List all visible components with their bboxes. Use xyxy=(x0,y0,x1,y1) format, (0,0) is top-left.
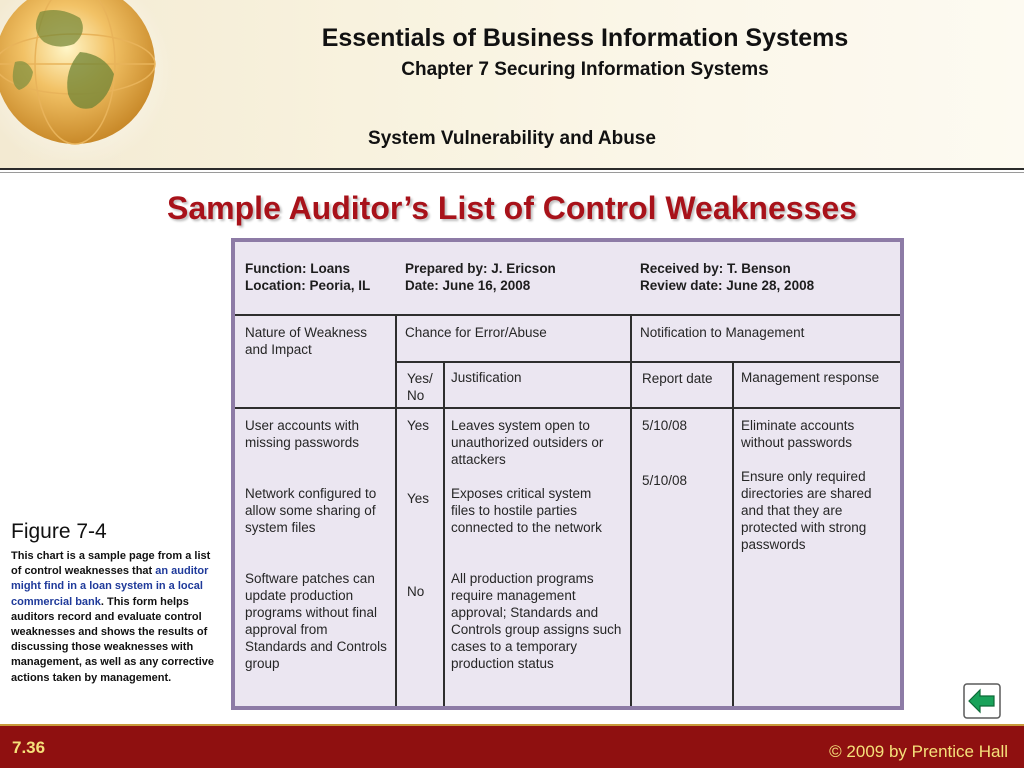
header-management-response: Management response xyxy=(741,370,880,385)
row1-weakness: User accounts with missing passwords xyxy=(245,418,360,450)
caption-text-after: . This form helps auditors record and evaluate control weaknesses and shows the results of discussing those weaknesses with management, as well as any corrective actions taken by management. xyxy=(11,595,214,684)
form-received-by: Received by: T. Benson xyxy=(640,261,791,276)
row1-report-date: 5/10/08 xyxy=(642,418,688,433)
row3-yes-no: No xyxy=(407,584,425,599)
row1-response: Eliminate accounts without passwords xyxy=(741,418,855,450)
form-rule-subheader xyxy=(397,361,900,363)
form-prepared-by: Prepared by: J. Ericson xyxy=(405,261,556,276)
form-col-divider-1 xyxy=(395,314,397,706)
slide-title: Sample Auditor’s List of Control Weaknesses xyxy=(167,190,857,226)
section-title: System Vulnerability and Abuse xyxy=(368,128,656,149)
row3-weakness: Software patches can update production programs without final approval from Standards and Controls group xyxy=(245,571,387,671)
caption-text-highlight: an auditor might find in a loan system in a local commercial bank xyxy=(11,565,209,608)
header-notification: Notification to Management xyxy=(640,325,805,340)
form-rule-header-bottom xyxy=(235,407,900,409)
course-title: Essentials of Business Information Systems xyxy=(321,24,849,52)
header-yes-no: Yes/ No xyxy=(407,371,433,403)
row2-response: Ensure only required directories are shared and that they are protected with strong passwords xyxy=(741,469,872,552)
header-divider xyxy=(0,168,1024,170)
form-date: Date: June 16, 2008 xyxy=(405,278,531,293)
row2-report-date: 5/10/08 xyxy=(642,473,688,488)
form-col-divider-2 xyxy=(443,361,445,706)
back-arrow-icon[interactable] xyxy=(963,683,1001,719)
caption-text-before: This chart is a sample page from a list of control weaknesses that xyxy=(11,550,211,578)
form-rule-top xyxy=(235,314,900,316)
form-col-divider-3 xyxy=(630,314,632,706)
header-chance-for-error: Chance for Error/Abuse xyxy=(405,325,547,340)
figure-label: Figure 7-4 xyxy=(11,520,107,543)
slide-footer xyxy=(0,724,1024,768)
row3-justification: All production programs require management approval; Standards and Controls group assigns such cases to a temporary production status xyxy=(451,571,622,671)
chapter-title: Chapter 7 Securing Information Systems xyxy=(401,59,769,80)
form-location: Location: Peoria, IL xyxy=(245,278,371,293)
figure-description xyxy=(11,549,216,686)
form-col-divider-4 xyxy=(732,361,734,706)
figure-caption xyxy=(11,520,216,686)
header-divider-thin xyxy=(0,172,1024,173)
copyright-notice: © 2009 by Prentice Hall xyxy=(829,742,1008,761)
row2-justification: Exposes critical system files to hostile parties connected to the network xyxy=(451,486,602,535)
form-function: Function: Loans xyxy=(245,261,350,276)
control-weaknesses-form xyxy=(231,238,904,710)
row2-yes-no: Yes xyxy=(407,491,430,506)
header-nature-of-weakness: Nature of Weakness and Impact xyxy=(245,325,368,357)
form-review-date: Review date: June 28, 2008 xyxy=(640,278,815,293)
slide-number: 7.36 xyxy=(12,738,46,757)
row1-justification: Leaves system open to unauthorized outsiders or attackers xyxy=(451,418,604,467)
header-report-date: Report date xyxy=(642,371,713,386)
row2-weakness: Network configured to allow some sharing of system files xyxy=(245,486,377,535)
row1-yes-no: Yes xyxy=(407,418,430,433)
header-justification: Justification xyxy=(451,370,522,385)
